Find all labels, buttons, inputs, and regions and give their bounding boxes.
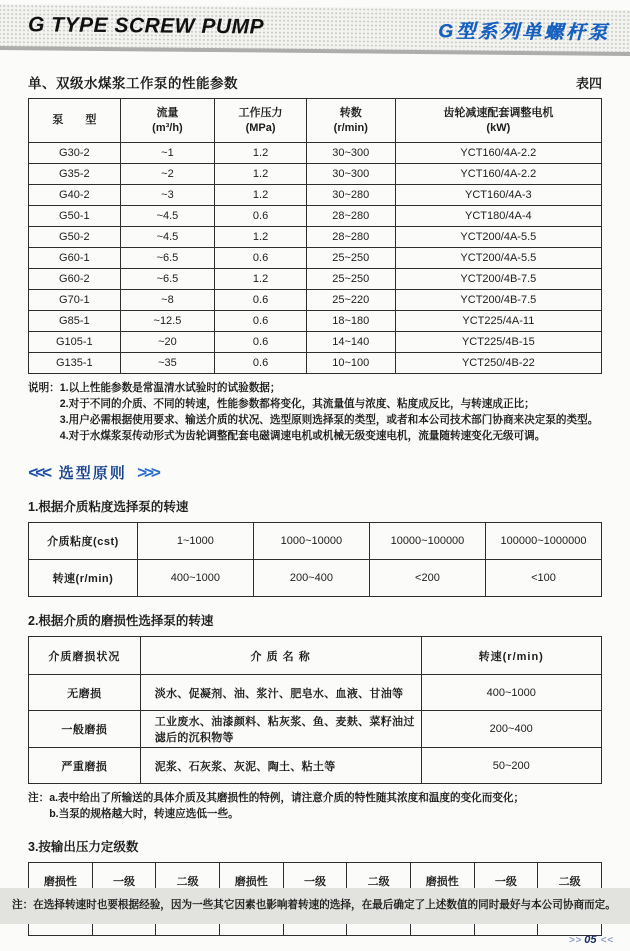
table-cell: G50-1 [29, 206, 121, 227]
performance-heading-row [28, 72, 602, 92]
footer-note: 注：在选择转速时也要根据经验，因为一些其它因素也影响着转速的选择，在最后确定了上述数值的同时最好与本公司协商而定。 [12, 899, 616, 911]
table-cell: 严重磨损 [29, 748, 141, 784]
table-header-row [29, 99, 602, 143]
table-row [29, 143, 602, 164]
table-cell: ~20 [120, 332, 215, 353]
table-cell: G135-1 [29, 353, 121, 374]
table-header-row [29, 637, 602, 675]
table-cell: G50-2 [29, 227, 121, 248]
page-number-indicator [569, 934, 612, 946]
table-cell: YCT180/4A-4 [395, 206, 601, 227]
table-cell: 淡水、促凝剂、油、浆汁、肥皂水、血液、甘油等 [140, 675, 421, 711]
table-cell: 30~300 [306, 143, 395, 164]
table-cell: 1.2 [215, 227, 307, 248]
table-four-tag: 表四 [575, 76, 602, 91]
note-line: 2.对于不同的介质、不同的转速，性能参数都将变化，其流量值与浓度、粘度成反比，与转速成正比； [59, 398, 535, 411]
table-row [29, 227, 602, 248]
table-row [29, 523, 602, 560]
table-cell: 0.6 [215, 248, 307, 269]
table-cell: 1.2 [215, 143, 307, 164]
table-cell: 10000~100000 [369, 523, 485, 560]
table-cell: 1.2 [215, 269, 307, 290]
table-cell: ~4.5 [120, 206, 215, 227]
table-cell: 200~400 [421, 711, 602, 748]
pager-chevrons-left-icon: > > [568, 934, 581, 946]
table-cell: YCT200/4A-5.5 [395, 227, 601, 248]
column-stage-one: 一级 [283, 862, 347, 899]
table-cell: 无磨损 [29, 675, 141, 711]
table-cell: 25~250 [306, 269, 395, 290]
table-cell: ~1 [120, 143, 215, 164]
table-cell: YCT160/4A-2.2 [395, 164, 601, 185]
column-motor: 齿轮减速配套调整电机 (kW) [395, 99, 601, 143]
performance-notes-lines [60, 380, 602, 444]
column-stage-one: 一级 [474, 862, 538, 899]
table-cell: ~4.5 [120, 227, 215, 248]
viscosity-table-body [29, 523, 602, 597]
table-cell: 30~280 [306, 185, 395, 206]
table-cell: ~6.5 [120, 269, 215, 290]
table-cell: ~12.5 [120, 311, 215, 332]
pressure-heading: 3.按输出压力定级数 [28, 839, 139, 854]
performance-notes [28, 380, 602, 444]
selection-principle-title: 选型原则 [58, 465, 127, 483]
table-cell: YCT160/4A-2.2 [395, 143, 601, 164]
table-cell: G40-2 [29, 185, 121, 206]
table-cell: <200 [369, 560, 485, 597]
table-cell: G30-2 [29, 143, 121, 164]
table-cell: ~8 [120, 290, 215, 311]
column-pump-model: 泵 型 [29, 99, 121, 143]
column-speed: 转速(r/min) [421, 637, 602, 675]
table-cell: 25~220 [306, 290, 395, 311]
table-cell: 50~200 [421, 748, 602, 784]
table-cell: 工业废水、油漆颜料、粘灰浆、鱼、麦麸、菜籽油过滤后的沉积物等 [140, 711, 421, 748]
table-cell: 1000~10000 [253, 523, 369, 560]
table-cell: 一般磨损 [29, 711, 141, 748]
table-cell: 400~1000 [137, 560, 253, 597]
viscosity-heading: 1.根据介质粘度选择泵的转速 [28, 500, 189, 515]
selection-principle-header [28, 462, 602, 483]
column-abrasion: 磨损性 [29, 862, 93, 899]
page-number: 05 [584, 934, 597, 946]
note-line: 4.对于水煤浆泵传动形式为齿轮调整配套电磁调速电机或机械无级变速电机，流量随转速变化无级可调。 [59, 430, 546, 443]
note-line: 3.用户必需根据使用要求、输送介质的状况、选型原则选择泵的类型，或者和本公司技术部门协商来决定泵的类型。 [59, 414, 599, 427]
table-cell: 0.6 [215, 206, 307, 227]
table-cell: 1~1000 [137, 523, 253, 560]
table-cell: 28~280 [306, 206, 395, 227]
table-cell: 0.6 [215, 290, 307, 311]
notes-label: 注： [28, 792, 50, 805]
page-header-band [0, 4, 630, 56]
table-cell: G105-1 [29, 332, 121, 353]
chevrons-right-icon: >>> [136, 462, 158, 482]
header-title-chinese: G型系列单螺杆泵 [438, 20, 611, 44]
column-medium-name: 介 质 名 称 [140, 637, 421, 675]
viscosity-table [28, 522, 602, 597]
table-cell: 1.2 [215, 164, 307, 185]
table-row [29, 164, 602, 185]
table-row [29, 748, 602, 784]
table-row [29, 675, 602, 711]
table-cell: G85-1 [29, 311, 121, 332]
table-cell: 介质粘度(cst) [29, 523, 138, 560]
column-stage-one: 一级 [92, 862, 156, 899]
note-line: a.表中给出了所输送的具体介质及其磨损性的特例，请注意介质的特性随其浓度和温度的变化而变化； [49, 792, 525, 805]
table-cell: G60-2 [29, 269, 121, 290]
abrasion-table [28, 636, 602, 784]
table-cell: <100 [485, 560, 601, 597]
table-cell: 0.6 [215, 311, 307, 332]
table-cell: ~35 [120, 353, 215, 374]
table-cell: YCT250/4B-22 [395, 353, 601, 374]
header-title-english: G TYPE SCREW PUMP [27, 13, 265, 39]
column-stage-two: 二级 [538, 862, 602, 899]
column-working-pressure: 工作压力 (MPa) [215, 99, 307, 143]
table-cell: G70-1 [29, 290, 121, 311]
table-cell: 25~250 [306, 248, 395, 269]
table-cell: 10~100 [306, 353, 395, 374]
pager-chevrons-right-icon: < < [600, 934, 612, 946]
notes-label: 说明： [28, 382, 60, 394]
table-row [29, 711, 602, 748]
table-cell: YCT200/4B-7.5 [395, 290, 601, 311]
table-row [29, 185, 602, 206]
table-cell: 400~1000 [421, 675, 602, 711]
table-cell: YCT200/4A-5.5 [395, 248, 601, 269]
table-row [29, 290, 602, 311]
table-row [29, 248, 602, 269]
abrasion-table-header [29, 637, 602, 675]
table-cell: 28~280 [306, 227, 395, 248]
column-stage-two: 二级 [347, 862, 411, 899]
performance-table-header [29, 99, 602, 143]
column-abrasion-state: 介质磨损状况 [29, 637, 141, 675]
performance-heading: 单、双级水煤浆工作泵的性能参数 [28, 76, 238, 91]
table-row [29, 353, 602, 374]
column-stage-two: 二级 [156, 862, 220, 899]
table-cell: ~3 [120, 185, 215, 206]
page-content [28, 62, 602, 936]
footer-note-bar [0, 888, 630, 924]
note-line: b.当泵的规格越大时，转速应选低一些。 [49, 808, 239, 821]
table-cell: G35-2 [29, 164, 121, 185]
abrasion-heading: 2.根据介质的磨损性选择泵的转速 [28, 614, 214, 629]
table-row [29, 206, 602, 227]
performance-table [28, 98, 602, 374]
table-cell: YCT200/4B-7.5 [395, 269, 601, 290]
table-cell: 1.2 [215, 185, 307, 206]
table-row [29, 332, 602, 353]
table-row [29, 560, 602, 597]
table-cell: YCT160/4A-3 [395, 185, 601, 206]
table-cell: 14~140 [306, 332, 395, 353]
table-cell: G60-1 [29, 248, 121, 269]
table-cell: 泥浆、石灰浆、灰泥、陶土、粘土等 [140, 748, 421, 784]
table-cell: 200~400 [253, 560, 369, 597]
table-cell: ~2 [120, 164, 215, 185]
column-abrasion: 磨损性 [219, 862, 283, 899]
note-line: 1.以上性能参数是常温清水试验时的试验数据； [59, 382, 281, 394]
table-cell: 30~300 [306, 164, 395, 185]
table-cell: ~6.5 [120, 248, 215, 269]
table-cell: 0.6 [215, 353, 307, 374]
performance-table-body [29, 143, 602, 374]
table-cell: YCT225/4B-15 [395, 332, 601, 353]
table-cell: 0.6 [215, 332, 307, 353]
table-cell: 100000~1000000 [485, 523, 601, 560]
abrasion-table-body [29, 675, 602, 784]
column-abrasion: 磨损性 [410, 862, 474, 899]
column-speed: 转数 (r/min) [306, 99, 395, 143]
table-cell: 18~180 [306, 311, 395, 332]
column-flow: 流量 (m³/h) [120, 99, 215, 143]
table-row [29, 269, 602, 290]
table-row [29, 311, 602, 332]
chevrons-left-icon: <<< [28, 462, 49, 482]
abrasion-notes-lines [49, 790, 602, 822]
table-cell: 转速(r/min) [29, 560, 138, 597]
abrasion-notes [28, 790, 602, 822]
table-cell: YCT225/4A-11 [395, 311, 601, 332]
